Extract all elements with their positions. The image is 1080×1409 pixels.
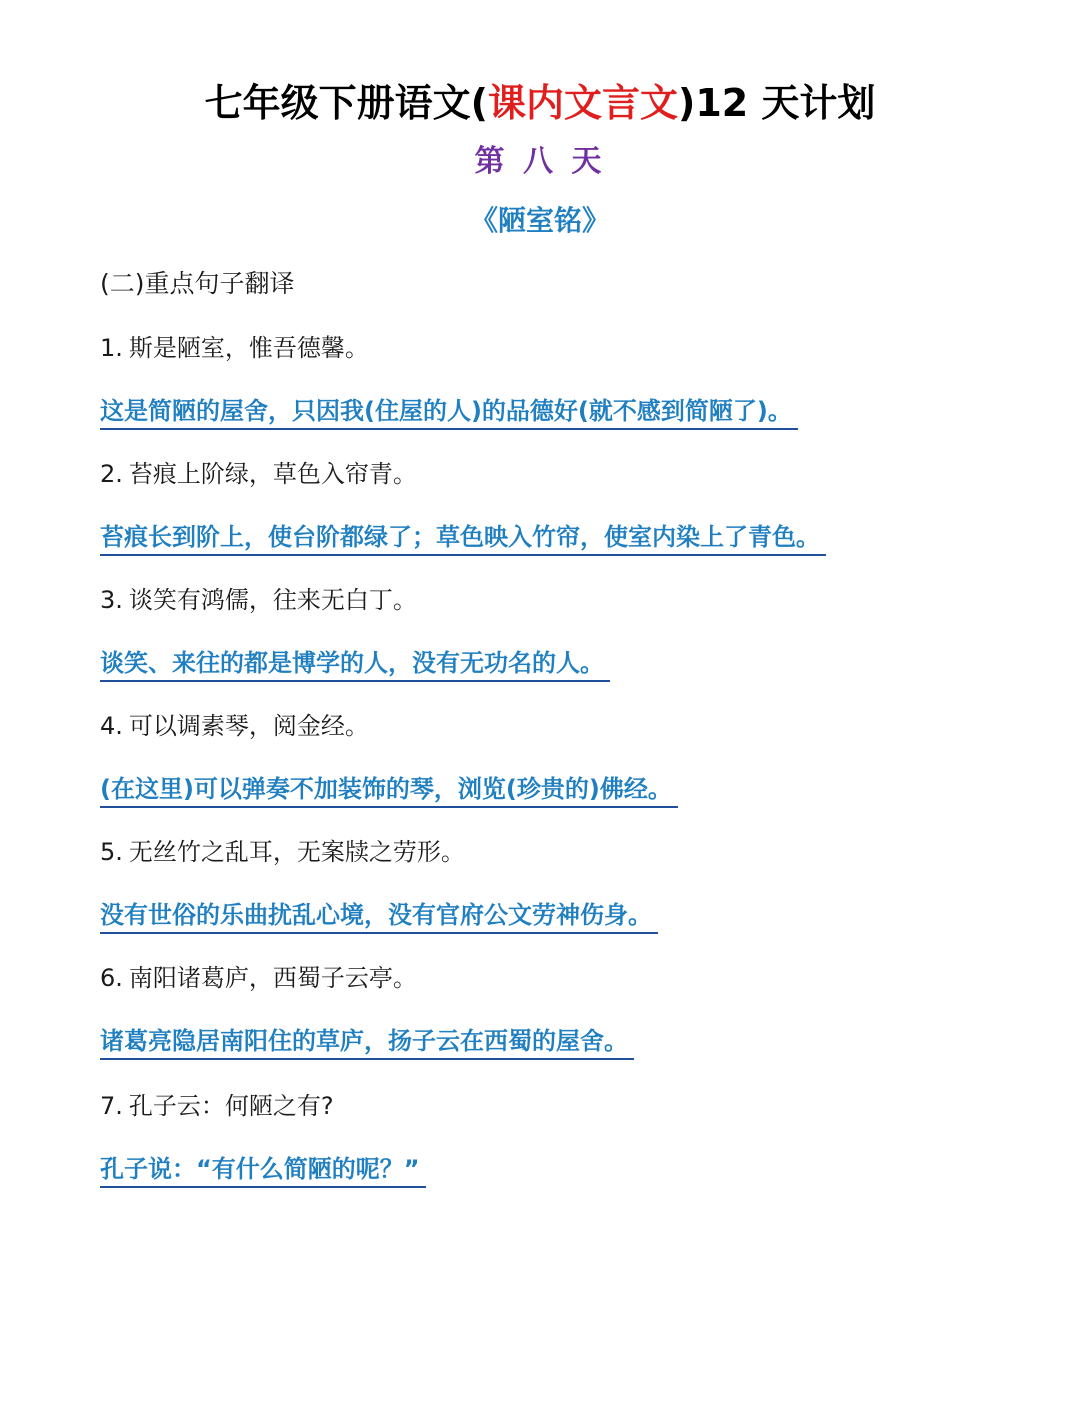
sentence-text: 苔痕上阶绿，草色入帘青。: [128, 460, 417, 488]
list-item: [100, 580, 1000, 683]
day-label: 第 八 天: [474, 144, 606, 179]
translation: [100, 391, 1000, 431]
translation-text: (在这里)可以弹奏不加装饰的琴，浏览(珍贵的)佛经。: [100, 772, 678, 808]
translation-text: 没有世俗的乐曲扰乱心境，没有官府公文劳神伤身。: [100, 898, 658, 934]
list-item: [100, 328, 1000, 431]
sentence-text: 谈笑有鸿儒，往来无白丁。: [128, 586, 417, 614]
item-number: 4.: [100, 712, 123, 740]
title-suffix: )12 天计划: [677, 81, 876, 125]
sentence-text: 可以调素琴，阅金经。: [128, 712, 369, 740]
sentence: [100, 454, 1000, 494]
item-number: 3.: [100, 586, 123, 614]
translation: [100, 643, 1000, 683]
item-number: 1.: [100, 334, 123, 362]
sentence: [100, 832, 1000, 872]
sentence-text: 南阳诸葛庐，西蜀子云亭。: [128, 964, 417, 992]
list-item: [100, 832, 1000, 935]
title-highlight: 课内文言文: [487, 81, 678, 125]
page-title: [0, 78, 1080, 128]
title-prefix: 七年级下册语文(: [204, 81, 488, 125]
list-item: [100, 706, 1000, 809]
translation-text: 诸葛亮隐居南阳住的草庐，扬子云在西蜀的屋舍。: [100, 1024, 634, 1060]
translation: [100, 1149, 1000, 1189]
item-number: 7.: [100, 1092, 123, 1120]
translation: [100, 1021, 1000, 1061]
section-heading: (二)重点句子翻译: [100, 269, 295, 298]
translation-text: 这是简陋的屋舍，只因我(住屋的人)的品德好(就不感到简陋了)。: [100, 394, 798, 430]
sentence-text: 孔子云：何陋之有?: [128, 1092, 334, 1120]
translation: [100, 769, 1000, 809]
translation-text: 苔痕长到阶上，使台阶都绿了；草色映入竹帘，使室内染上了青色。: [100, 520, 826, 556]
translation: [100, 517, 1000, 557]
translation-text: 孔子说：“有什么简陋的呢？”: [100, 1152, 426, 1188]
sentence: [100, 580, 1000, 620]
essay-title: 《陋室铭》: [469, 204, 610, 237]
list-item: [100, 1086, 1000, 1189]
item-number: 5.: [100, 838, 123, 866]
sentence: [100, 706, 1000, 746]
sentence: [100, 328, 1000, 368]
list-item: [100, 958, 1000, 1061]
sentence-text: 无丝竹之乱耳，无案牍之劳形。: [128, 838, 465, 866]
sentence: [100, 958, 1000, 998]
translation: [100, 895, 1000, 935]
sentence-text: 斯是陋室，惟吾德馨。: [128, 334, 369, 362]
sentence: [100, 1086, 1000, 1126]
item-number: 2.: [100, 460, 123, 488]
translation-text: 谈笑、来往的都是博学的人，没有无功名的人。: [100, 646, 610, 682]
list-item: [100, 454, 1000, 557]
item-number: 6.: [100, 964, 123, 992]
